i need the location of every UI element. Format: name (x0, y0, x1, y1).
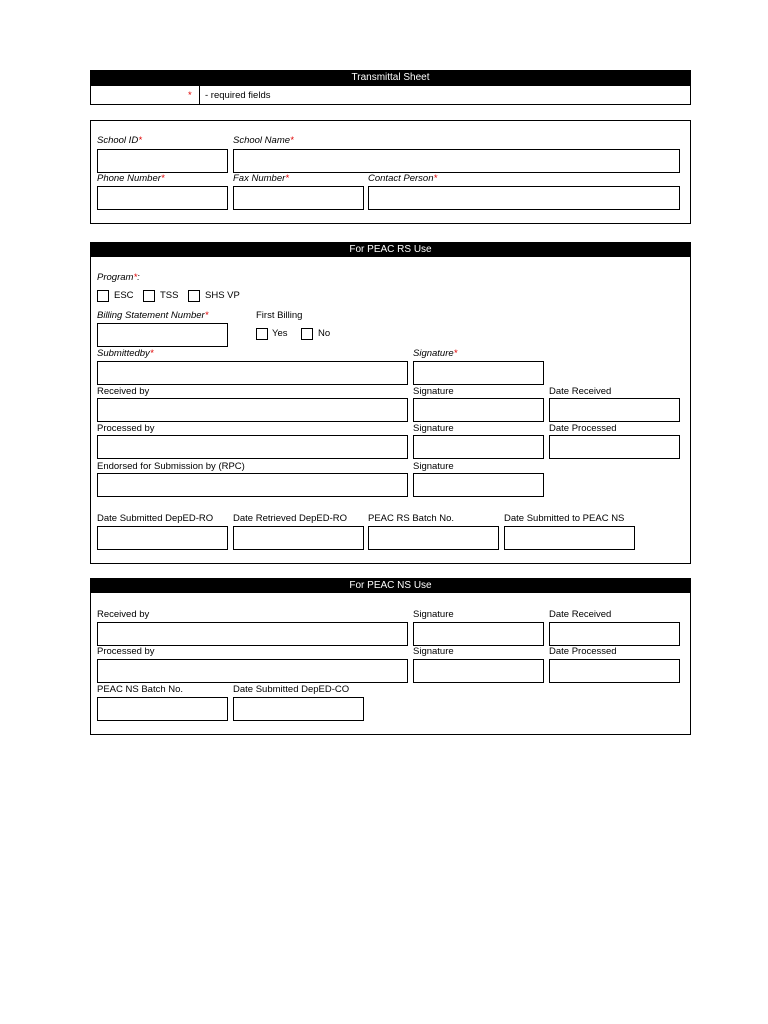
date-submitted-co-label: Date Submitted DepED-CO (233, 684, 350, 695)
submittedby-signature-field[interactable] (413, 361, 544, 385)
school-name-label: School Name* (233, 135, 294, 146)
submittedby-signature-label: Signature* (413, 348, 458, 359)
date-submitted-co-field[interactable] (233, 697, 364, 721)
legend-divider (199, 86, 200, 104)
ns-date-received-label: Date Received (549, 609, 612, 620)
rs-date-received-label: Date Received (549, 386, 612, 397)
rs-processed-by-label: Processed by (97, 423, 155, 434)
rs-processed-by-field[interactable] (97, 435, 408, 459)
ns-received-by-label: Received by (97, 609, 150, 620)
rs-batch-label: PEAC RS Batch No. (368, 513, 455, 524)
endorsed-field[interactable] (97, 473, 408, 497)
shs-vp-checkbox[interactable] (188, 290, 200, 302)
school-name-field[interactable] (233, 149, 680, 173)
first-billing-yes-checkbox[interactable] (256, 328, 268, 340)
peac-rs-header: For PEAC RS Use (90, 242, 691, 257)
phone-number-label: Phone Number* (97, 173, 165, 184)
ns-processed-by-label: Processed by (97, 646, 155, 657)
first-billing-yes-label: Yes (272, 328, 288, 339)
school-id-label: School ID* (97, 135, 142, 146)
phone-number-field[interactable] (97, 186, 228, 210)
rs-date-processed-field[interactable] (549, 435, 680, 459)
ns-processed-signature-label: Signature (413, 646, 454, 657)
ns-processed-by-field[interactable] (97, 659, 408, 683)
first-billing-no-checkbox[interactable] (301, 328, 313, 340)
school-id-field[interactable] (97, 149, 228, 173)
ns-processed-signature-field[interactable] (413, 659, 544, 683)
ns-received-signature-field[interactable] (413, 622, 544, 646)
rs-processed-signature-label: Signature (413, 423, 454, 434)
first-billing-no-label: No (318, 328, 331, 339)
submittedby-label: Submittedby* (97, 348, 154, 359)
submittedby-field[interactable] (97, 361, 408, 385)
rs-date-received-field[interactable] (549, 398, 680, 422)
rs-received-signature-label: Signature (413, 386, 454, 397)
rs-batch-field[interactable] (368, 526, 499, 550)
transmittal-sheet-title: Transmittal Sheet (90, 70, 691, 85)
rs-date-processed-label: Date Processed (549, 423, 617, 434)
date-submitted-ns-label: Date Submitted to PEAC NS (504, 513, 625, 524)
billing-statement-field[interactable] (97, 323, 228, 347)
date-retrieved-ro-field[interactable] (233, 526, 364, 550)
rs-processed-signature-field[interactable] (413, 435, 544, 459)
peac-ns-header: For PEAC NS Use (90, 578, 691, 593)
fax-number-field[interactable] (233, 186, 364, 210)
contact-person-label: Contact Person* (368, 173, 438, 184)
rs-received-by-field[interactable] (97, 398, 408, 422)
date-retrieved-ro-label: Date Retrieved DepED-RO (233, 513, 348, 524)
endorsed-label: Endorsed for Submission by (RPC) (97, 461, 245, 472)
ns-received-by-field[interactable] (97, 622, 408, 646)
program-label: Program*: (97, 272, 140, 283)
date-submitted-ns-field[interactable] (504, 526, 635, 550)
ns-batch-label: PEAC NS Batch No. (97, 684, 184, 695)
endorsed-signature-label: Signature (413, 461, 454, 472)
endorsed-signature-field[interactable] (413, 473, 544, 497)
ns-date-received-field[interactable] (549, 622, 680, 646)
first-billing-label: First Billing (256, 310, 303, 321)
rs-received-signature-field[interactable] (413, 398, 544, 422)
ns-date-processed-field[interactable] (549, 659, 680, 683)
esc-checkbox[interactable] (97, 290, 109, 302)
ns-received-signature-label: Signature (413, 609, 454, 620)
tss-label: TSS (160, 290, 179, 301)
ns-batch-field[interactable] (97, 697, 228, 721)
required-fields-text: - required fields (205, 90, 271, 101)
esc-label: ESC (114, 290, 134, 301)
date-submitted-ro-label: Date Submitted DepED-RO (97, 513, 214, 524)
date-submitted-ro-field[interactable] (97, 526, 228, 550)
shs-vp-label: SHS VP (205, 290, 240, 301)
fax-number-label: Fax Number* (233, 173, 289, 184)
contact-person-field[interactable] (368, 186, 680, 210)
rs-received-by-label: Received by (97, 386, 150, 397)
ns-date-processed-label: Date Processed (549, 646, 617, 657)
tss-checkbox[interactable] (143, 290, 155, 302)
billing-statement-label: Billing Statement Number* (97, 310, 209, 321)
required-asterisk: * (188, 90, 192, 101)
required-legend (90, 85, 691, 105)
